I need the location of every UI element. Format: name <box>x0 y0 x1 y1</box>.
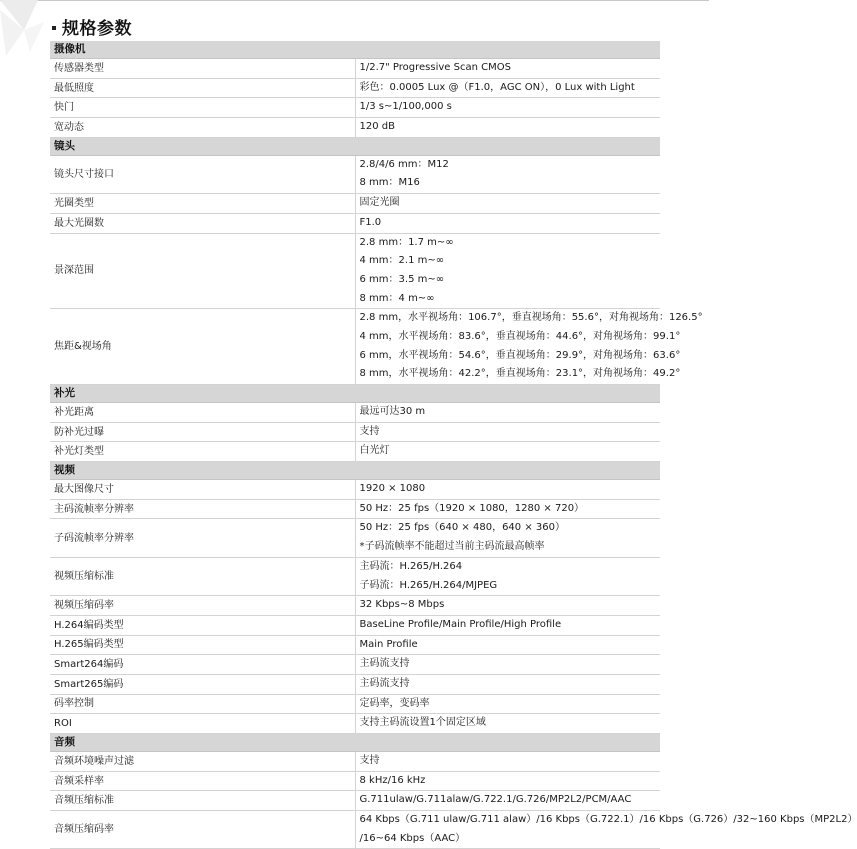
spec-row <box>50 674 660 694</box>
spec-label: 防补光过曝 <box>50 422 355 442</box>
spec-label: 补光距离 <box>50 403 355 423</box>
spec-row <box>50 422 660 442</box>
spec-value-line: 主码流支持 <box>359 658 410 670</box>
spec-row <box>50 771 660 791</box>
spec-value-line: 支持 <box>359 755 380 766</box>
spec-value-line: 32 Kbps~8 Mbps <box>359 599 445 611</box>
spec-value <box>355 403 660 423</box>
spec-value-line: 4 mm，水平视场角：83.6°，垂直视场角：44.6°，对角视场角：99.1° <box>359 330 681 342</box>
spec-value <box>355 674 660 694</box>
section-header: 补光 <box>50 385 660 403</box>
spec-value-line: 主码流支持 <box>359 677 410 689</box>
spec-value-line: 1/3 s~1/100,000 s <box>359 101 452 113</box>
spec-value-line: 4 mm：2.1 m~∞ <box>359 255 445 267</box>
spec-table <box>50 41 857 849</box>
spec-value-line: 2.8/4/6 mm：M12 <box>359 158 449 170</box>
section-header-row <box>50 41 660 59</box>
spec-row <box>50 557 660 595</box>
spec-value-line: 彩色：0.0005 Lux @（F1.0，AGC ON），0 Lux with Light <box>359 81 635 93</box>
spec-value-line: 6 mm：3.5 m~∞ <box>359 273 445 285</box>
spec-value <box>355 309 703 385</box>
section-header: 镜头 <box>50 137 660 155</box>
spec-row <box>50 499 660 519</box>
spec-value-line: G.711ulaw/G.711alaw/G.722.1/G.726/MP2L2/PCM/AAC <box>359 794 632 806</box>
spec-value-line: Main Profile <box>359 638 418 650</box>
spec-row <box>50 403 660 423</box>
spec-row <box>50 480 660 500</box>
spec-label: 补光灯类型 <box>50 442 355 462</box>
spec-row <box>50 635 660 655</box>
spec-row <box>50 233 660 309</box>
spec-value-line: 8 mm：M16 <box>359 177 420 189</box>
spec-value <box>355 635 660 655</box>
spec-value-line: 8 mm：4 m~∞ <box>359 292 435 304</box>
section-header-row <box>50 462 660 480</box>
spec-value <box>355 771 660 791</box>
spec-label: 镜头尺寸接口 <box>50 155 355 193</box>
spec-value <box>355 655 660 675</box>
spec-row <box>50 655 660 675</box>
spec-label: 景深范围 <box>50 233 355 309</box>
spec-value <box>355 59 660 79</box>
spec-row <box>50 694 660 714</box>
spec-label: 最大图像尺寸 <box>50 480 355 500</box>
spec-row <box>50 194 660 214</box>
spec-value-line: 8 kHz/16 kHz <box>359 774 426 786</box>
spec-value-line: 120 dB <box>359 121 395 133</box>
spec-value-line: 子码流：H.265/H.264/MJPEG <box>359 579 498 591</box>
spec-value-line: BaseLine Profile/Main Profile/High Profile <box>359 618 562 630</box>
spec-label: 宽动态 <box>50 118 355 138</box>
section-header-row <box>50 734 660 752</box>
spec-row <box>50 442 660 462</box>
spec-label: 码率控制 <box>50 694 355 714</box>
spec-label: 音频环境噪声过滤 <box>50 752 355 772</box>
spec-value <box>355 615 660 635</box>
spec-label: 子码流帧率分辨率 <box>50 519 355 557</box>
spec-label: 视频压缩码率 <box>50 596 355 616</box>
spec-value-line: 主码流：H.265/H.264 <box>359 560 463 572</box>
spec-value-line: 1/2.7" Progressive Scan CMOS <box>359 62 511 73</box>
spec-row <box>50 213 660 233</box>
spec-value <box>355 213 660 233</box>
spec-value <box>355 480 660 500</box>
spec-value <box>355 791 660 811</box>
spec-label: 音频采样率 <box>50 771 355 791</box>
heading-bullet-icon <box>52 26 56 30</box>
spec-label: H.265编码类型 <box>50 635 355 655</box>
spec-label: 主码流帧率分辨率 <box>50 499 355 519</box>
section-heading <box>52 14 132 38</box>
spec-label: 传感器类型 <box>50 59 355 79</box>
spec-label: 焦距&视场角 <box>50 309 355 385</box>
spec-value-line: F1.0 <box>359 216 382 228</box>
spec-label: 光圈类型 <box>50 194 355 214</box>
spec-value-line: 支持 <box>359 425 380 437</box>
spec-label: 快门 <box>50 98 355 118</box>
spec-label: 音频压缩码率 <box>50 811 355 849</box>
spec-value <box>355 596 660 616</box>
spec-value-line: 2.8 mm，水平视场角：106.7°，垂直视场角：55.6°，对角视场角：126.5° <box>359 312 703 324</box>
section-header-row <box>50 385 660 403</box>
spec-value-line: 支持主码流设置1个固定区域 <box>359 717 486 729</box>
section-header-row <box>50 137 660 155</box>
spec-value-line: 8 mm，水平视场角：42.2°，垂直视场角：23.1°，对角视场角：49.2° <box>359 368 681 380</box>
top-rule <box>0 0 709 1</box>
spec-value-line: 定码率，变码率 <box>359 697 430 709</box>
spec-row <box>50 118 660 138</box>
spec-row <box>50 714 660 734</box>
spec-value-line: 最远可达30 m <box>359 406 426 417</box>
spec-row <box>50 811 660 849</box>
spec-value <box>355 233 660 309</box>
spec-label: H.264编码类型 <box>50 615 355 635</box>
spec-value <box>355 519 660 557</box>
spec-value-line: /16~64 Kbps（AAC） <box>359 832 466 844</box>
spec-label: 音频压缩标准 <box>50 791 355 811</box>
spec-value <box>355 499 660 519</box>
spec-row <box>50 78 660 98</box>
page-title: 规格参数 <box>62 18 132 39</box>
spec-value <box>355 422 660 442</box>
spec-value <box>355 98 660 118</box>
spec-value-line: 固定光圈 <box>359 197 400 209</box>
spec-label: Smart265编码 <box>50 674 355 694</box>
spec-value <box>355 557 660 595</box>
spec-row <box>50 615 660 635</box>
spec-row <box>50 791 660 811</box>
spec-label: 最低照度 <box>50 78 355 98</box>
spec-value <box>355 442 660 462</box>
spec-row <box>50 309 660 385</box>
spec-value <box>355 752 660 772</box>
section-header: 摄像机 <box>50 41 660 59</box>
spec-value-line: *子码流帧率不能超过当前主码流最高帧率 <box>359 541 545 553</box>
spec-value <box>355 694 660 714</box>
spec-value-line: 64 Kbps（G.711 ulaw/G.711 alaw）/16 Kbps（G.722.1）/16 Kbps（G.726）/32~160 Kbps（MP2L2） <box>359 814 857 826</box>
spec-value-line: 白光灯 <box>359 445 390 457</box>
spec-label: ROI <box>50 714 355 734</box>
spec-value-line: 1920 × 1080 <box>359 483 426 495</box>
spec-value-line: 50 Hz：25 fps（1920 × 1080，1280 × 720） <box>359 502 585 514</box>
spec-row <box>50 519 660 557</box>
spec-label: 最大光圈数 <box>50 213 355 233</box>
spec-value <box>355 194 660 214</box>
spec-value <box>355 118 660 138</box>
spec-value <box>355 155 660 193</box>
spec-value <box>355 811 857 849</box>
spec-row <box>50 59 660 79</box>
spec-row <box>50 155 660 193</box>
spec-value-line: 6 mm，水平视场角：54.6°，垂直视场角：29.9°，对角视场角：63.6° <box>359 349 681 361</box>
spec-value-line: 2.8 mm：1.7 m~∞ <box>359 236 454 248</box>
spec-row <box>50 596 660 616</box>
spec-row <box>50 98 660 118</box>
spec-label: 视频压缩标准 <box>50 557 355 595</box>
section-header: 视频 <box>50 462 660 480</box>
spec-row <box>50 752 660 772</box>
section-header: 音频 <box>50 734 660 752</box>
spec-label: Smart264编码 <box>50 655 355 675</box>
spec-value <box>355 714 660 734</box>
spec-value <box>355 78 660 98</box>
spec-value-line: 50 Hz：25 fps（640 × 480，640 × 360） <box>359 522 565 534</box>
spec-table-body <box>50 41 857 849</box>
